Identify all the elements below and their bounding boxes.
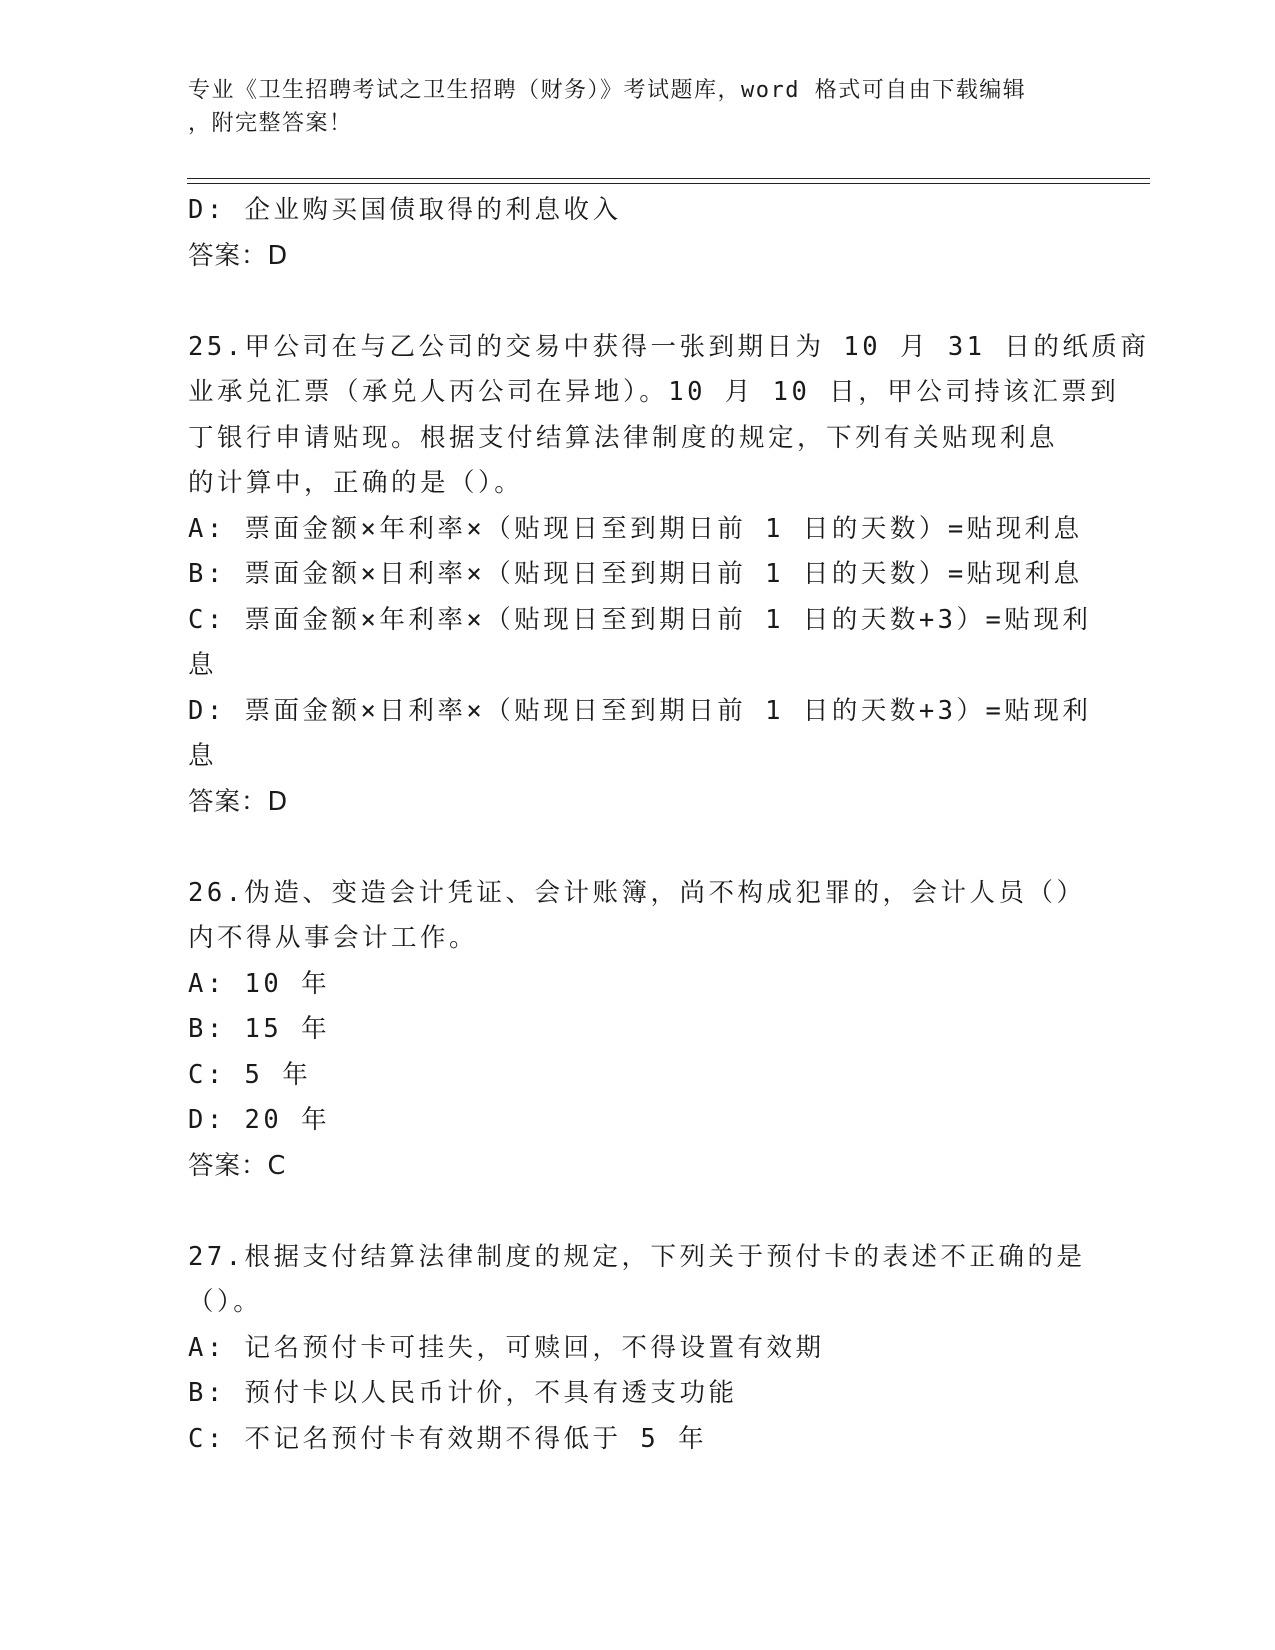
spacer bbox=[188, 825, 1088, 871]
question-stem-line: 25.甲公司在与乙公司的交易中获得一张到期日为 10 月 31 日的纸质商 bbox=[188, 331, 1150, 362]
answer-line: 答案：D bbox=[188, 240, 289, 271]
question-stem-line: 内不得从事会计工作。 bbox=[188, 923, 479, 953]
option-a: A: 10 年 bbox=[188, 968, 331, 999]
option-c: C: 不记名预付卡有效期不得低于 5 年 bbox=[188, 1423, 708, 1454]
document-header bbox=[188, 74, 1078, 140]
answer-line: 答案：C bbox=[188, 1150, 287, 1181]
header-divider-top bbox=[187, 178, 1150, 179]
header-line-1: 专业《卫生招聘考试之卫生招聘（财务）》考试题库，word 格式可自由下载编辑 bbox=[188, 78, 1027, 103]
option-d: D: 票面金额×日利率×（贴现日至到期日前 1 日的天数+3）=贴现利 bbox=[188, 695, 1092, 726]
option-d: D: 20 年 bbox=[188, 1105, 331, 1135]
question-27 bbox=[188, 1235, 1088, 1463]
option-c: C: 5 年 bbox=[188, 1059, 312, 1090]
question-stem-line: 丁银行申请贴现。根据支付结算法律制度的规定，下列有关贴现利息 bbox=[188, 422, 1059, 453]
question-stem-line: 26.伪造、变造会计凭证、会计账簿，尚不构成犯罪的，会计人员（） bbox=[188, 877, 1086, 908]
option-d-wrap: 息 bbox=[188, 741, 218, 771]
question-stem-line: 27.根据支付结算法律制度的规定，下列关于预付卡的表述不正确的是 bbox=[188, 1241, 1086, 1272]
option-c-wrap: 息 bbox=[188, 650, 218, 680]
header-divider-bottom bbox=[187, 183, 1150, 184]
question-25 bbox=[188, 325, 1150, 826]
spacer bbox=[188, 279, 1088, 325]
option-d: D: 企业购买国债取得的利息收入 bbox=[188, 195, 622, 225]
question-stem-line: 的计算中，正确的是（）。 bbox=[188, 468, 524, 498]
spacer bbox=[188, 1189, 1088, 1235]
answer-line: 答案：D bbox=[188, 786, 289, 817]
question-26 bbox=[188, 871, 1088, 1190]
header-line-2: ，附完整答案！ bbox=[188, 111, 353, 136]
option-c: C: 票面金额×年利率×（贴现日至到期日前 1 日的天数+3）=贴现利 bbox=[188, 604, 1092, 635]
option-b: B: 15 年 bbox=[188, 1014, 331, 1044]
option-b: B: 预付卡以人民币计价，不具有透支功能 bbox=[188, 1378, 738, 1408]
question-stem-line: （）。 bbox=[188, 1287, 263, 1317]
question-stem-line: 业承兑汇票（承兑人丙公司在异地）。10 月 10 日，甲公司持该汇票到 bbox=[188, 377, 1120, 407]
option-a: A: 票面金额×年利率×（贴现日至到期日前 1 日的天数）=贴现利息 bbox=[188, 513, 1083, 544]
document-body bbox=[188, 188, 1150, 1462]
option-b: B: 票面金额×日利率×（贴现日至到期日前 1 日的天数）=贴现利息 bbox=[188, 559, 1083, 589]
option-a: A: 记名预付卡可挂失，可赎回，不得设置有效期 bbox=[188, 1332, 825, 1363]
